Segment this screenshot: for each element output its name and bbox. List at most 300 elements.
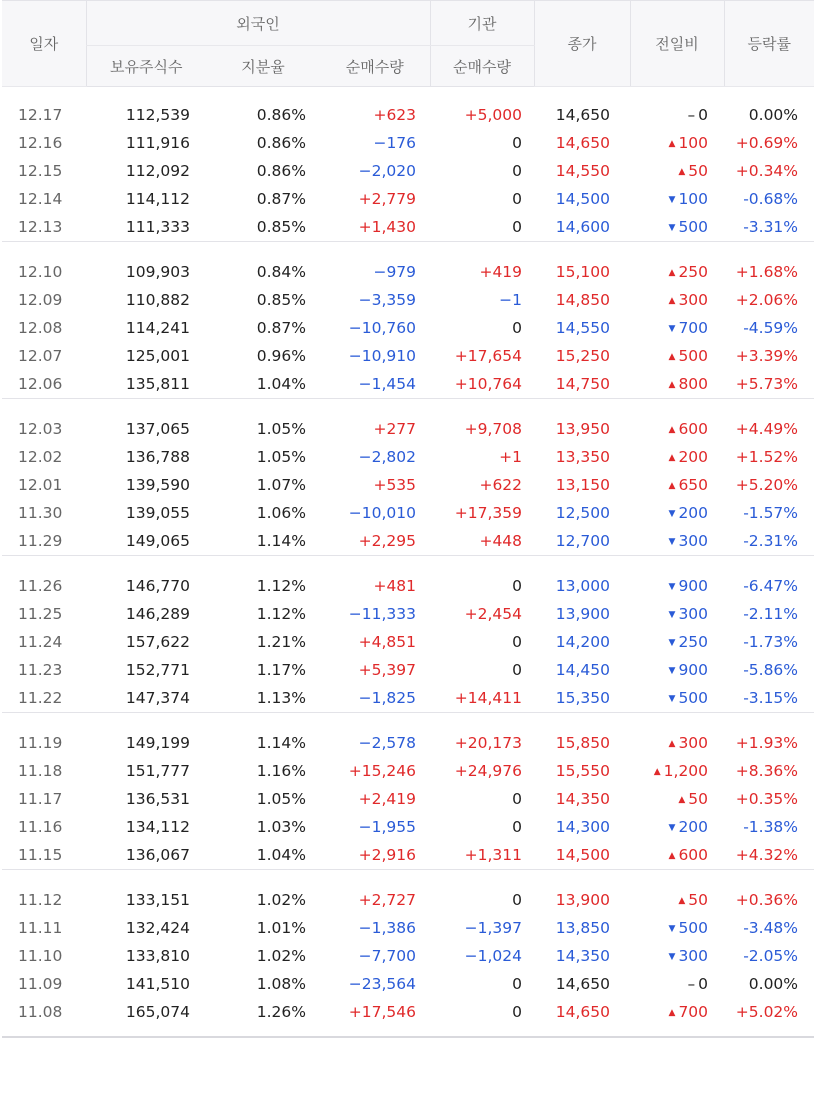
date-cell: 12.01 (18, 476, 63, 494)
spacer-cell (2, 1026, 814, 1037)
date-cell: 11.09 (18, 975, 63, 993)
ratio-cell: 1.12% (256, 605, 306, 623)
foreign-net-cell: +535 (373, 476, 417, 494)
foreign-net-cell: −11,333 (348, 605, 417, 623)
date-cell: 12.09 (18, 291, 63, 309)
ratio-cell: 0.85% (256, 291, 306, 309)
diff-value: 500 (678, 919, 709, 937)
header-rate: 등락률 (724, 1, 814, 87)
inst-net-cell: +419 (479, 263, 523, 281)
diff-value: 200 (678, 818, 709, 836)
row-spacer (2, 713, 814, 730)
table-row (2, 101, 814, 129)
ratio-cell: 1.12% (256, 577, 306, 595)
foreign-net-cell: −176 (373, 134, 417, 152)
inst-net-cell: +1,311 (464, 846, 523, 864)
diff-value: 1,200 (663, 762, 709, 780)
holdings-cell: 152,771 (125, 661, 190, 679)
rate-cell: +4.32% (735, 846, 799, 864)
table-row (2, 129, 814, 157)
close-price-cell: 14,650 (555, 134, 611, 152)
diff-cell (630, 471, 724, 499)
diff-cell (630, 785, 724, 813)
foreign-net-cell: −1,825 (358, 689, 417, 707)
diff-value: 700 (678, 1003, 709, 1021)
inst-net-cell: 0 (512, 818, 523, 836)
rate-cell: +0.34% (735, 162, 799, 180)
holdings-cell: 110,882 (125, 291, 190, 309)
row-spacer (2, 870, 814, 887)
close-price-cell: 14,500 (555, 846, 611, 864)
table-row (2, 527, 814, 556)
rate-cell: -3.48% (743, 919, 799, 937)
ratio-cell: 1.04% (256, 375, 306, 393)
date-cell: 11.29 (18, 532, 63, 550)
rate-cell: -4.59% (743, 319, 799, 337)
diff-cell (630, 185, 724, 213)
rate-cell: +5.73% (735, 375, 799, 393)
diff-cell (630, 886, 724, 914)
triangle-up-icon: ▲ (678, 896, 686, 906)
spacer-cell (2, 870, 814, 887)
inst-net-cell: 0 (512, 319, 523, 337)
close-price-cell: 13,150 (555, 476, 611, 494)
close-price-cell: 14,350 (555, 790, 611, 808)
spacer-cell (2, 556, 814, 573)
inst-net-cell: 0 (512, 891, 523, 909)
triangle-up-icon: ▲ (668, 425, 676, 435)
table-row (2, 628, 814, 656)
date-cell: 11.11 (18, 919, 63, 937)
close-price-cell: 13,350 (555, 448, 611, 466)
row-spacer (2, 1026, 814, 1037)
ratio-cell: 1.01% (256, 919, 306, 937)
date-cell: 11.26 (18, 577, 63, 595)
diff-value: 300 (678, 605, 709, 623)
close-price-cell: 15,850 (555, 734, 611, 752)
foreign-net-cell: +4,851 (358, 633, 417, 651)
inst-net-cell: 0 (512, 190, 523, 208)
diff-value: 200 (678, 448, 709, 466)
table-body (2, 87, 814, 1038)
table-row (2, 370, 814, 399)
triangle-down-icon: ▼ (668, 952, 676, 962)
date-cell: 11.22 (18, 689, 63, 707)
diff-value: 200 (678, 504, 709, 522)
rate-cell: -2.31% (743, 532, 799, 550)
inst-net-cell: 0 (512, 1003, 523, 1021)
diff-value: 250 (678, 633, 709, 651)
rate-cell: +4.49% (735, 420, 799, 438)
table-row (2, 443, 814, 471)
foreign-net-cell: −979 (373, 263, 417, 281)
date-cell: 11.16 (18, 818, 63, 836)
rate-cell: 0.00% (748, 106, 799, 124)
inst-net-cell: −1,024 (464, 947, 523, 965)
rate-cell: +1.93% (735, 734, 799, 752)
ratio-cell: 0.87% (256, 319, 306, 337)
inst-net-cell: +20,173 (454, 734, 523, 752)
inst-net-cell: +17,359 (454, 504, 523, 522)
table-row (2, 813, 814, 841)
rate-cell: -2.11% (743, 605, 799, 623)
close-price-cell: 14,650 (555, 1003, 611, 1021)
rate-cell: +0.69% (735, 134, 799, 152)
ratio-cell: 1.21% (256, 633, 306, 651)
table-row (2, 942, 814, 970)
holdings-cell: 165,074 (125, 1003, 190, 1021)
diff-value: 700 (678, 319, 709, 337)
inst-net-cell: 0 (512, 218, 523, 236)
table-row (2, 729, 814, 757)
ratio-cell: 1.02% (256, 947, 306, 965)
table-row (2, 286, 814, 314)
diff-cell (630, 314, 724, 342)
inst-net-cell: 0 (512, 790, 523, 808)
close-price-cell: 15,250 (555, 347, 611, 365)
diff-cell (630, 970, 724, 998)
holdings-cell: 147,374 (125, 689, 190, 707)
holdings-cell: 149,065 (125, 532, 190, 550)
foreign-net-cell: +481 (373, 577, 417, 595)
table-row (2, 841, 814, 870)
holdings-cell: 133,810 (125, 947, 190, 965)
header-diff: 전일비 (630, 1, 724, 87)
diff-cell (630, 527, 724, 556)
date-cell: 11.17 (18, 790, 63, 808)
foreign-net-cell: +2,779 (358, 190, 417, 208)
date-cell: 11.24 (18, 633, 63, 651)
triangle-up-icon: ▲ (668, 296, 676, 306)
row-spacer (2, 556, 814, 573)
holdings-cell: 136,531 (125, 790, 190, 808)
row-spacer (2, 87, 814, 102)
date-cell: 11.15 (18, 846, 63, 864)
ratio-cell: 1.13% (256, 689, 306, 707)
diff-value: 650 (678, 476, 709, 494)
ratio-cell: 1.02% (256, 891, 306, 909)
ratio-cell: 1.03% (256, 818, 306, 836)
header-institution: 기관 (430, 1, 534, 46)
table-row (2, 471, 814, 499)
diff-value: 300 (678, 291, 709, 309)
spacer-cell (2, 399, 814, 416)
close-price-cell: 15,550 (555, 762, 611, 780)
triangle-down-icon: ▼ (668, 582, 676, 592)
diff-cell (630, 998, 724, 1026)
close-price-cell: 14,600 (555, 218, 611, 236)
foreign-net-cell: +5,397 (358, 661, 417, 679)
close-price-cell: 13,850 (555, 919, 611, 937)
triangle-up-icon: ▲ (668, 739, 676, 749)
table-row (2, 342, 814, 370)
holdings-cell: 139,590 (125, 476, 190, 494)
date-cell: 11.30 (18, 504, 63, 522)
diff-cell (630, 600, 724, 628)
table-row (2, 970, 814, 998)
spacer-cell (2, 242, 814, 259)
ratio-cell: 1.14% (256, 734, 306, 752)
triangle-up-icon: ▲ (668, 453, 676, 463)
rate-cell: +1.52% (735, 448, 799, 466)
diff-value: 600 (678, 846, 709, 864)
diff-value: 50 (688, 790, 709, 808)
holdings-cell: 134,112 (125, 818, 190, 836)
holdings-cell: 112,092 (125, 162, 190, 180)
inst-net-cell: +448 (479, 532, 523, 550)
diff-value: 0 (698, 106, 709, 124)
foreign-net-cell: −1,386 (358, 919, 417, 937)
holdings-cell: 146,289 (125, 605, 190, 623)
foreign-net-cell: +17,546 (348, 1003, 417, 1021)
date-cell: 11.19 (18, 734, 63, 752)
diff-value: 50 (688, 891, 709, 909)
date-cell: 12.15 (18, 162, 63, 180)
triangle-down-icon: ▼ (668, 324, 676, 334)
date-cell: 12.16 (18, 134, 63, 152)
inst-net-cell: +9,708 (464, 420, 523, 438)
close-price-cell: 14,650 (555, 106, 611, 124)
holdings-cell: 109,903 (125, 263, 190, 281)
inst-net-cell: 0 (512, 162, 523, 180)
holdings-cell: 137,065 (125, 420, 190, 438)
rate-cell: +0.36% (735, 891, 799, 909)
date-cell: 11.08 (18, 1003, 63, 1021)
triangle-down-icon: ▼ (668, 537, 676, 547)
diff-value: 250 (678, 263, 709, 281)
table-row (2, 600, 814, 628)
date-cell: 11.23 (18, 661, 63, 679)
date-cell: 12.14 (18, 190, 63, 208)
inst-net-cell: +1 (499, 448, 523, 466)
diff-value: 300 (678, 734, 709, 752)
close-price-cell: 14,550 (555, 162, 611, 180)
close-price-cell: 12,700 (555, 532, 611, 550)
close-price-cell: 14,750 (555, 375, 611, 393)
rate-cell: +5.20% (735, 476, 799, 494)
inst-net-cell: 0 (512, 661, 523, 679)
inst-net-cell: +24,976 (454, 762, 523, 780)
holdings-cell: 111,916 (125, 134, 190, 152)
holdings-cell: 149,199 (125, 734, 190, 752)
triangle-down-icon: ▼ (668, 195, 676, 205)
diff-value: 100 (678, 134, 709, 152)
foreign-net-cell: +277 (373, 420, 417, 438)
triangle-up-icon: ▲ (678, 167, 686, 177)
close-price-cell: 15,350 (555, 689, 611, 707)
row-spacer (2, 399, 814, 416)
triangle-down-icon: ▼ (668, 610, 676, 620)
table-row (2, 684, 814, 713)
foreign-net-cell: +2,727 (358, 891, 417, 909)
investor-trend-table (2, 0, 814, 1038)
diff-cell (630, 757, 724, 785)
triangle-up-icon: ▲ (668, 139, 676, 149)
table-row (2, 415, 814, 443)
holdings-cell: 114,112 (125, 190, 190, 208)
table-row (2, 757, 814, 785)
diff-cell (630, 499, 724, 527)
holdings-cell: 139,055 (125, 504, 190, 522)
foreign-net-cell: +1,430 (358, 218, 417, 236)
holdings-cell: 132,424 (125, 919, 190, 937)
rate-cell: +2.06% (735, 291, 799, 309)
table-row (2, 656, 814, 684)
inst-net-cell: +10,764 (454, 375, 523, 393)
date-cell: 11.12 (18, 891, 63, 909)
rate-cell: +3.39% (735, 347, 799, 365)
close-price-cell: 13,000 (555, 577, 611, 595)
holdings-cell: 146,770 (125, 577, 190, 595)
close-price-cell: 14,300 (555, 818, 611, 836)
table-row (2, 185, 814, 213)
triangle-down-icon: ▼ (668, 223, 676, 233)
holdings-cell: 136,067 (125, 846, 190, 864)
ratio-cell: 0.86% (256, 134, 306, 152)
holdings-cell: 157,622 (125, 633, 190, 651)
header-foreign: 외국인 (86, 1, 430, 46)
diff-cell (630, 914, 724, 942)
diff-cell (630, 942, 724, 970)
rate-cell: -1.38% (743, 818, 799, 836)
date-cell: 12.08 (18, 319, 63, 337)
triangle-up-icon: ▲ (668, 1008, 676, 1018)
foreign-net-cell: −2,578 (358, 734, 417, 752)
table-row (2, 157, 814, 185)
holdings-cell: 141,510 (125, 975, 190, 993)
row-spacer (2, 242, 814, 259)
holdings-cell: 114,241 (125, 319, 190, 337)
diff-value: 500 (678, 689, 709, 707)
table-row (2, 258, 814, 286)
rate-cell: 0.00% (748, 975, 799, 993)
table-row (2, 785, 814, 813)
table-row (2, 998, 814, 1026)
holdings-cell: 133,151 (125, 891, 190, 909)
close-price-cell: 12,500 (555, 504, 611, 522)
ratio-cell: 1.07% (256, 476, 306, 494)
diff-cell (630, 258, 724, 286)
diff-cell (630, 656, 724, 684)
rate-cell: -3.31% (743, 218, 799, 236)
diff-cell (630, 572, 724, 600)
close-price-cell: 14,200 (555, 633, 611, 651)
holdings-cell: 125,001 (125, 347, 190, 365)
spacer-cell (2, 87, 814, 102)
diff-value: 500 (678, 347, 709, 365)
holdings-cell: 136,788 (125, 448, 190, 466)
rate-cell: -3.15% (743, 689, 799, 707)
rate-cell: +1.68% (735, 263, 799, 281)
close-price-cell: 15,100 (555, 263, 611, 281)
diff-value: 500 (678, 218, 709, 236)
header-inst-net: 순매수량 (430, 46, 534, 87)
foreign-net-cell: −7,700 (358, 947, 417, 965)
dash-icon: – (687, 106, 696, 124)
spacer-cell (2, 713, 814, 730)
diff-cell (630, 101, 724, 129)
triangle-down-icon: ▼ (668, 694, 676, 704)
foreign-net-cell: −10,760 (348, 319, 417, 337)
table-row (2, 572, 814, 600)
ratio-cell: 1.05% (256, 448, 306, 466)
inst-net-cell: −1,397 (464, 919, 523, 937)
triangle-down-icon: ▼ (668, 666, 676, 676)
foreign-net-cell: −1,955 (358, 818, 417, 836)
ratio-cell: 1.05% (256, 790, 306, 808)
triangle-up-icon: ▲ (668, 352, 676, 362)
triangle-down-icon: ▼ (668, 638, 676, 648)
ratio-cell: 0.86% (256, 106, 306, 124)
diff-value: 50 (688, 162, 709, 180)
triangle-down-icon: ▼ (668, 509, 676, 519)
close-price-cell: 14,500 (555, 190, 611, 208)
diff-value: 900 (678, 577, 709, 595)
date-cell: 11.18 (18, 762, 63, 780)
table-row (2, 314, 814, 342)
ratio-cell: 0.96% (256, 347, 306, 365)
ratio-cell: 1.14% (256, 532, 306, 550)
inst-net-cell: +17,654 (454, 347, 523, 365)
close-price-cell: 13,900 (555, 891, 611, 909)
ratio-cell: 1.17% (256, 661, 306, 679)
table-row (2, 499, 814, 527)
diff-cell (630, 415, 724, 443)
foreign-net-cell: +2,295 (358, 532, 417, 550)
holdings-cell: 151,777 (125, 762, 190, 780)
diff-cell (630, 841, 724, 870)
date-cell: 11.10 (18, 947, 63, 965)
diff-cell (630, 342, 724, 370)
diff-value: 100 (678, 190, 709, 208)
ratio-cell: 1.06% (256, 504, 306, 522)
ratio-cell: 0.85% (256, 218, 306, 236)
inst-net-cell: +14,411 (454, 689, 523, 707)
table-row (2, 886, 814, 914)
date-cell: 12.02 (18, 448, 63, 466)
foreign-net-cell: +2,419 (358, 790, 417, 808)
foreign-net-cell: +2,916 (358, 846, 417, 864)
ratio-cell: 0.86% (256, 162, 306, 180)
diff-cell (630, 157, 724, 185)
diff-value: 800 (678, 375, 709, 393)
ratio-cell: 1.08% (256, 975, 306, 993)
inst-net-cell: −1 (499, 291, 523, 309)
triangle-down-icon: ▼ (668, 823, 676, 833)
foreign-net-cell: −1,454 (358, 375, 417, 393)
triangle-down-icon: ▼ (668, 924, 676, 934)
ratio-cell: 0.84% (256, 263, 306, 281)
close-price-cell: 13,950 (555, 420, 611, 438)
inst-net-cell: 0 (512, 134, 523, 152)
header-ratio: 지분율 (206, 46, 320, 87)
rate-cell: +5.02% (735, 1003, 799, 1021)
diff-value: 0 (698, 975, 709, 993)
rate-cell: -1.57% (743, 504, 799, 522)
triangle-up-icon: ▲ (653, 767, 661, 777)
foreign-net-cell: −2,020 (358, 162, 417, 180)
inst-net-cell: +5,000 (464, 106, 523, 124)
inst-net-cell: +2,454 (464, 605, 523, 623)
date-cell: 12.17 (18, 106, 63, 124)
close-price-cell: 13,900 (555, 605, 611, 623)
rate-cell: -5.86% (743, 661, 799, 679)
rate-cell: +0.35% (735, 790, 799, 808)
holdings-cell: 112,539 (125, 106, 190, 124)
foreign-net-cell: −10,010 (348, 504, 417, 522)
triangle-up-icon: ▲ (668, 380, 676, 390)
close-price-cell: 14,650 (555, 975, 611, 993)
